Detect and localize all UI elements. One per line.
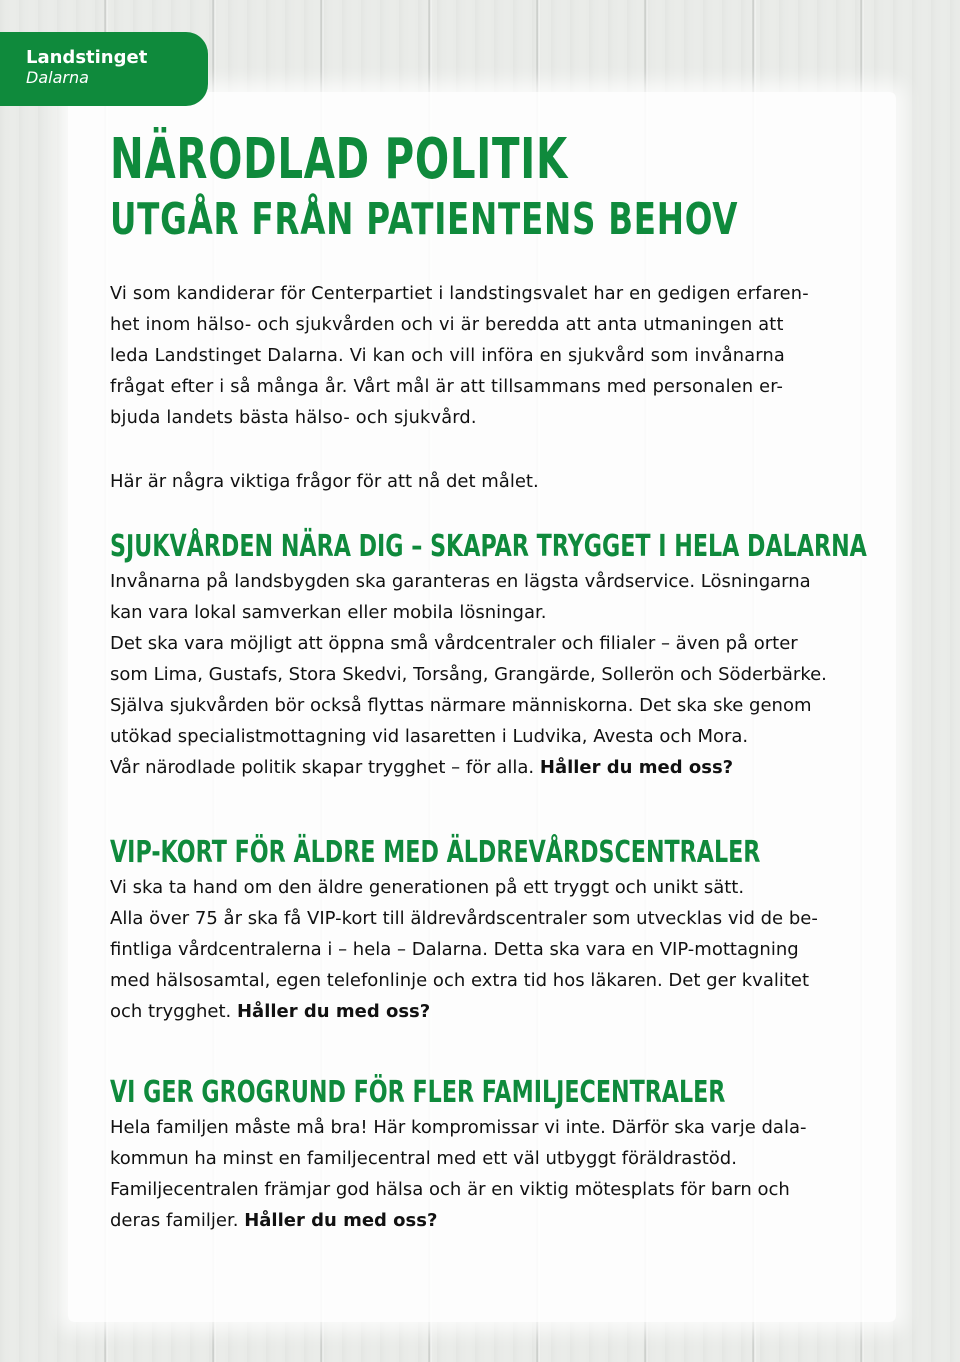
- landstinget-dalarna-logo: [0, 32, 208, 106]
- section-line: Invånarna på landsbygden ska garanteras en lägsta vårdservice. Lösningarna: [110, 571, 811, 592]
- intro-line: het inom hälso- och sjukvården och vi är beredda att anta utmaningen att: [110, 314, 784, 335]
- section-last-line: [110, 1205, 852, 1236]
- cta-text: Håller du med oss?: [539, 757, 734, 778]
- section-line: som Lima, Gustafs, Stora Skedvi, Torsång, Grangärde, Sollerön och Söderbärke.: [110, 664, 827, 685]
- section-line: fintliga vårdcentralerna i – hela – Dalarna. Detta ska vara en VIP-mottagning: [110, 939, 799, 960]
- section-familjecentraler: [110, 1076, 852, 1236]
- section-heading: SJUKVÅRDEN NÄRA DIG – SKAPAR TRYGGET I HELA DALARNA: [110, 529, 867, 564]
- section-last-text: deras familjer.: [110, 1210, 245, 1231]
- cta-text: Håller du med oss?: [244, 1210, 438, 1231]
- section-heading: VI GER GROGRUND FÖR FLER FAMILJECENTRALER: [110, 1075, 726, 1110]
- section-line: Alla över 75 år ska få VIP-kort till äldrevårdscentraler som utvecklas vid de be-: [110, 908, 818, 929]
- section-line: Själva sjukvården bör också flyttas närmare människorna. Det ska ske genom: [110, 695, 812, 716]
- intro-line: bjuda landets bästa hälso- och sjukvård.: [110, 407, 477, 428]
- section-line: Vi ska ta hand om den äldre generationen på ett tryggt och unikt sätt.: [110, 877, 745, 898]
- section-line: kommun ha minst en familjecentral med ett väl utbyggt föräldrastöd.: [110, 1148, 737, 1169]
- section-vip-kort: [110, 836, 852, 1027]
- section-last-line: [110, 996, 852, 1027]
- section-line: Familjecentralen främjar god hälsa och är en viktig mötesplats för barn och: [110, 1179, 790, 1200]
- section-sjukvarden: [110, 529, 867, 783]
- main-subtitle: UTGÅR FRÅN PATIENTENS BEHOV: [110, 194, 739, 245]
- section-line: Det ska vara möjligt att öppna små vårdcentraler och filialer – även på orter: [110, 633, 798, 654]
- section-line: utökad specialistmottagning vid lasaretten i Ludvika, Avesta och Mora.: [110, 726, 749, 747]
- cta-text: Håller du med oss?: [236, 1001, 431, 1022]
- intro-paragraph: [110, 278, 850, 433]
- logo-name: Landstinget: [26, 47, 148, 68]
- intro-line: Vi som kandiderar för Centerpartiet i landstingsvalet har en gedigen erfaren-: [110, 283, 809, 304]
- section-line: Hela familjen måste må bra! Här kompromissar vi inte. Därför ska varje dala-: [110, 1117, 807, 1138]
- intro-line: frågat efter i så många år. Vårt mål är att tillsammans med personalen er-: [110, 376, 784, 397]
- logo-subtitle: Dalarna: [26, 68, 89, 87]
- section-line: med hälsosamtal, egen telefonlinje och extra tid hos läkaren. Det ger kvalitet: [110, 970, 810, 991]
- intro-question: Här är några viktiga frågor för att nå det målet.: [110, 471, 539, 492]
- section-last-text: och trygghet.: [110, 1001, 237, 1022]
- main-title: NÄRODLAD POLITIK: [110, 127, 568, 192]
- section-line: kan vara lokal samverkan eller mobila lösningar.: [110, 602, 547, 623]
- intro-line: leda Landstinget Dalarna. Vi kan och vill införa en sjukvård som invånarna: [110, 345, 785, 366]
- section-last-line: [110, 752, 852, 783]
- section-last-text: Vår närodlade politik skapar trygghet – för alla.: [110, 757, 540, 778]
- section-heading: VIP-KORT FÖR ÄLDRE MED ÄLDREVÅRDSCENTRALER: [110, 835, 761, 870]
